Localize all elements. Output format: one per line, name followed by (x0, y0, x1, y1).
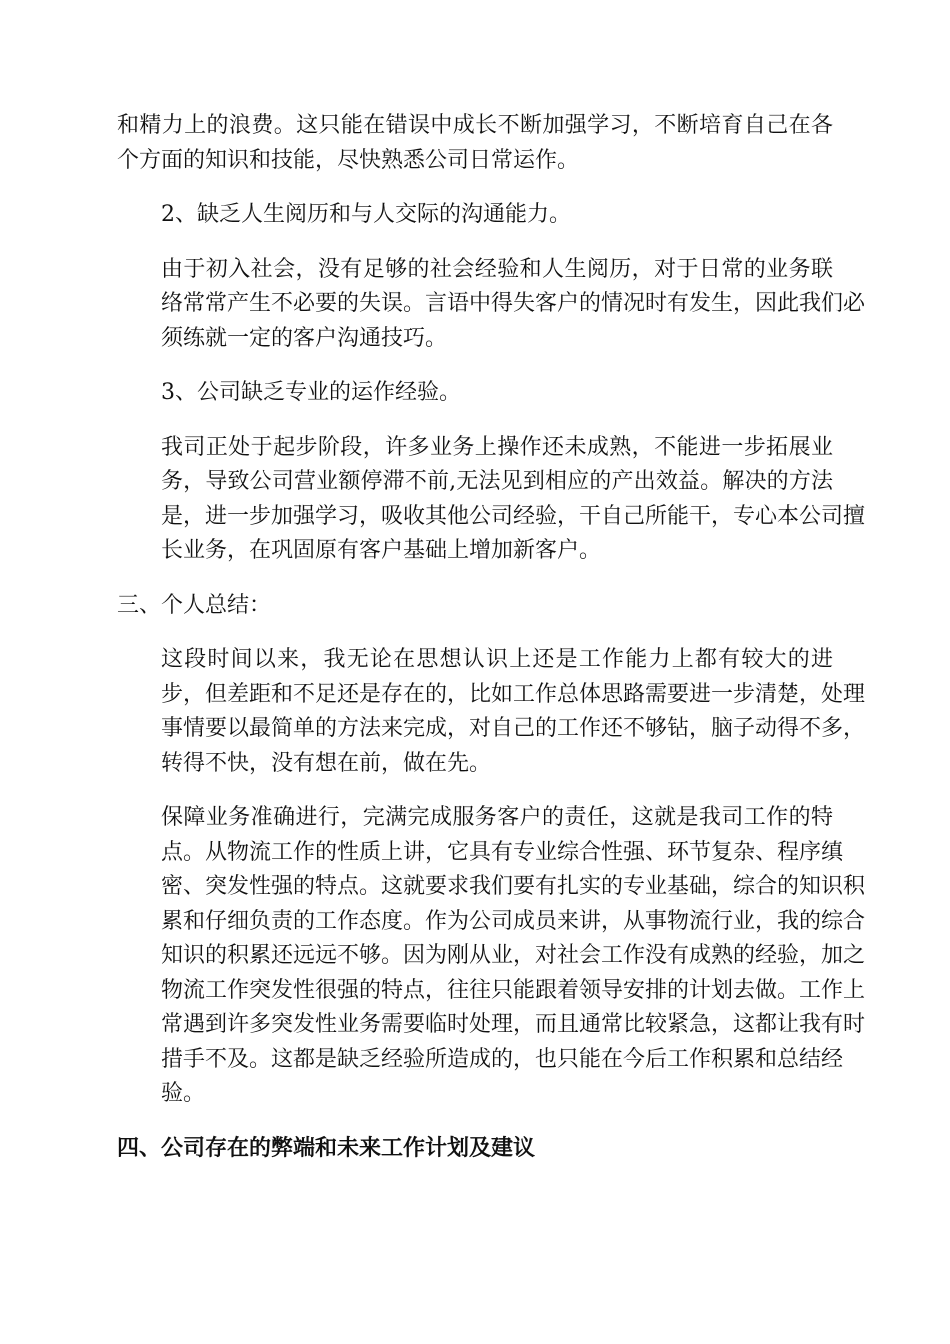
text-line: 个方面的知识和技能，尽快熟悉公司日常运作。 (117, 147, 580, 173)
text-line: 步，但差距和不足还是存在的，比如工作总体思路需要进一步清楚，处理 (161, 681, 866, 707)
text-line: 转得不快，没有想在前，做在先。 (161, 750, 492, 776)
paragraph (117, 801, 866, 1112)
text-line: 3、公司缺乏专业的运作经验。 (161, 380, 461, 405)
paragraph (117, 109, 833, 178)
text-line: 由于初入社会，没有足够的社会经验和人生阅历，对于日常的业务联 (161, 256, 833, 282)
text-line: 和精力上的浪费。这只能在错误中成长不断加强学习，不断培育自己在各 (117, 113, 833, 138)
text-line: 是，进一步加强学习，吸收其他公司经验，干自己所能干，专心本公司擅 (161, 503, 866, 529)
text-line: 知识的积累还远远不够。因为刚从业，对社会工作没有成熟的经验，加之 (161, 943, 866, 968)
text-line: 点。从物流工作的性质上讲，它具有专业综合性强、环节复杂、程序缜 (161, 839, 844, 865)
paragraph (117, 589, 833, 624)
text-line: 常遇到许多突发性业务需要临时处理，而且通常比较紧急，这都让我有时 (161, 1012, 866, 1037)
section-heading: 四、公司存在的弊端和未来工作计划及建议 (117, 1135, 536, 1161)
text-line: 须练就一定的客户沟通技巧。 (161, 325, 448, 351)
document-page (117, 109, 866, 1166)
text-line: 措手不及。这都是缺乏经验所造成的，也只能在今后工作积累和总结经 (161, 1046, 844, 1072)
text-line: 累和仔细负责的工作态度。作为公司成员来讲，从事物流行业，我的综合 (161, 908, 866, 934)
paragraph (117, 198, 833, 233)
text-line: 这段时间以来，我无论在思想认识上还是工作能力上都有较大的进 (161, 647, 833, 672)
text-line: 2、缺乏人生阅历和与人交际的沟通能力。 (161, 202, 571, 227)
paragraph (117, 643, 866, 781)
text-line: 保障业务准确进行，完满完成服务客户的责任，这就是我司工作的特 (161, 805, 833, 830)
text-line: 长业务，在巩固原有客户基础上增加新客户。 (161, 538, 602, 563)
text-line: 三、个人总结： (117, 592, 272, 618)
document-body (117, 109, 866, 1112)
paragraph (117, 376, 833, 411)
text-line: 我司正处于起步阶段，许多业务上操作还未成熟，不能进一步拓展业 (161, 434, 833, 460)
text-line: 密、突发性强的特点。这就要求我们要有扎实的专业基础，综合的知识积 (161, 874, 866, 899)
paragraph (117, 431, 866, 569)
text-line: 事情要以最简单的方法来完成，对自己的工作还不够钻，脑子动得不多， (161, 716, 866, 741)
text-line: 络常常产生不必要的失误。言语中得失客户的情况时有发生，因此我们必 (161, 291, 866, 316)
text-line: 物流工作突发性很强的特点，往往只能跟着领导安排的计划去做。工作上 (161, 977, 866, 1003)
text-line: 验。 (161, 1081, 206, 1106)
text-line: 务，导致公司营业额停滞不前,无法见到相应的产出效益。解决的方法 (161, 469, 833, 494)
paragraph (117, 253, 866, 357)
